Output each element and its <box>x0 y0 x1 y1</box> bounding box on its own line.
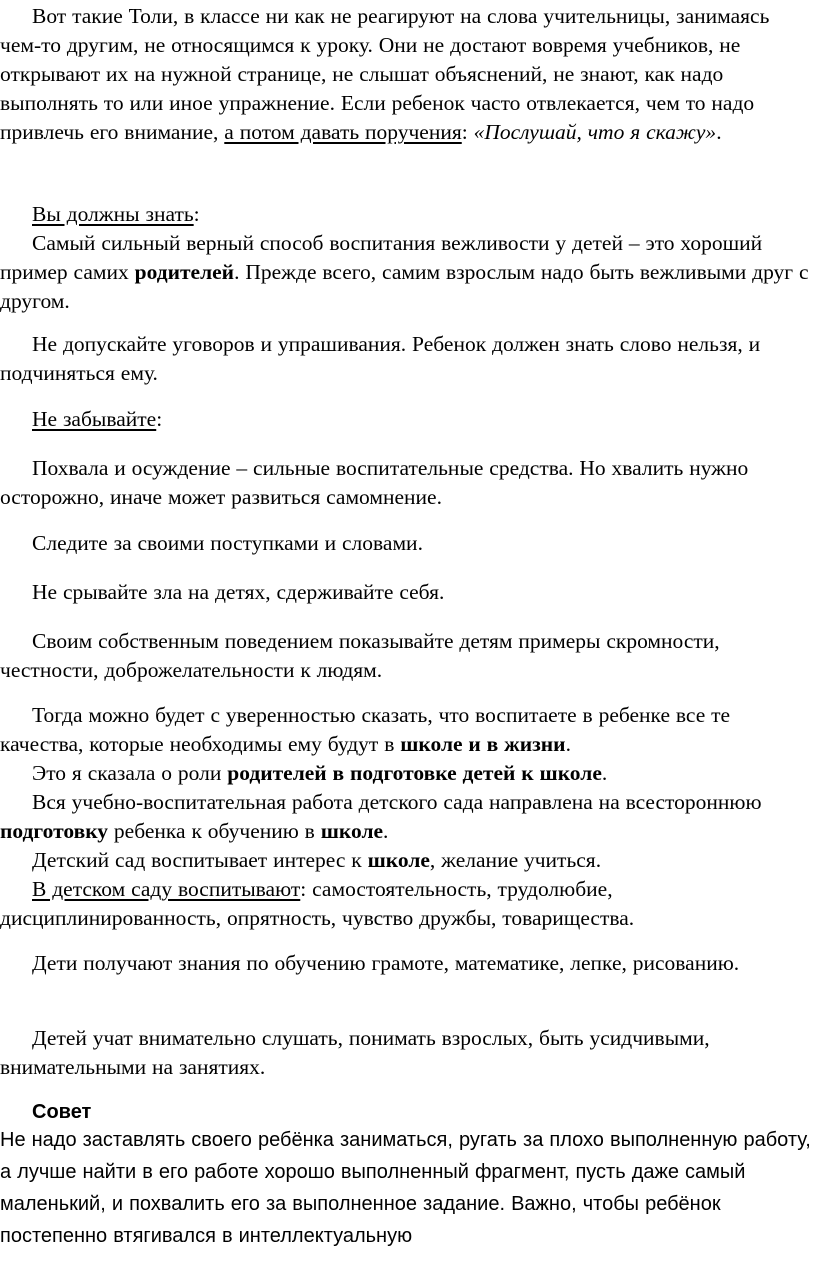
paragraph-text: Тогда можно будет с уверенностью сказать, что воспитаете в ребенке все те качества, которые необходимы ему будут в <box>0 703 731 756</box>
paragraph-role-of-parents <box>0 759 812 788</box>
paragraph-knowledge <box>0 949 812 978</box>
underlined-heading: Не забывайте <box>32 407 157 431</box>
colon: : <box>156 407 163 431</box>
paragraph-text: Похвала и осуждение – сильные воспитательные средства. Но хвалить нужно осторожно, иначе может развиться самомнение. <box>0 456 749 509</box>
paragraph-watch-actions <box>0 529 812 558</box>
paragraph-politeness <box>0 229 812 316</box>
paragraph-interest-in-school <box>0 846 812 875</box>
period: . <box>383 819 389 843</box>
paragraph-text: Вся учебно-воспитательная работа детского сада направлена на всестороннюю <box>32 790 762 814</box>
advice-heading: Совет <box>32 1101 92 1123</box>
paragraph-text-end: : самостоятельность, трудолюбие, дисциплинированность, опрятность, чувство дружбы, товарищества. <box>0 877 635 930</box>
paragraph-do-not-forget <box>0 405 812 434</box>
paragraph-praise <box>0 454 812 512</box>
colon: : <box>461 120 474 144</box>
advice-text: Не надо заставлять своего ребёнка заниматься, ругать за плохо выполненную работу, а лучше найти в его работе хорошо выполненный фрагмент, пусть даже самый маленький, и похвалить его за выполненное задание. Важно, чтобы ребёнок постепенно втягивался в интеллектуальную <box>0 1129 811 1247</box>
period: . <box>601 761 608 785</box>
bold-phrase: школе <box>320 819 384 843</box>
underlined-heading: Вы должны знать <box>32 202 194 226</box>
paragraph-text: Детский сад воспитывает интерес к <box>32 848 368 872</box>
paragraph-text: Своим собственным поведением показывайте детям примеры скромности, честности, доброжелательности к людям. <box>0 629 720 682</box>
paragraph-text: Следите за своими поступками и словами. <box>32 531 423 555</box>
bold-phrase: родителей <box>134 260 235 284</box>
paragraph-text-mid: ребенка к обучению в <box>108 819 321 843</box>
paragraph-no-anger <box>0 578 812 607</box>
period: . <box>565 732 571 756</box>
paragraph-own-behavior <box>0 627 812 685</box>
paragraph-listening <box>0 1024 812 1082</box>
paragraph-kindergarten-work <box>0 788 812 846</box>
period: . <box>716 120 722 144</box>
paragraph-text: Это я сказала о роли <box>32 761 228 785</box>
paragraph-you-should-know <box>0 200 812 229</box>
bold-phrase: родителей в подготовке детей к школе <box>227 761 602 785</box>
underlined-phrase: а потом давать поручения <box>224 120 462 144</box>
paragraph-text: Дети получают знания по обучению грамоте, математике, лепке, рисованию. <box>32 951 740 975</box>
paragraph-text: Вот такие Толи, в классе ни как не реагируют на слова учительницы, занимаясь чем-то другим, не относящимся к уроку. Они не достают вовремя учебников, не открывают их на нужной странице, не слышат объяснений, не знают, как надо выполнять то или иное упражнение. Если ребенок часто отвлекается, чем то надо привлечь его внимание, <box>0 4 770 144</box>
colon: : <box>193 202 200 226</box>
bold-phrase: школе <box>367 848 430 872</box>
paragraph-confidence <box>0 701 812 759</box>
paragraph-text-end: , желание учиться. <box>429 848 602 872</box>
italic-quote: «Послушай, что я скажу» <box>473 120 717 144</box>
paragraph-text-end: . Прежде всего, самим взрослым надо быть вежливыми друг с другом. <box>0 260 809 313</box>
paragraph-text: Самый сильный верный способ воспитания вежливости у детей – это хороший пример самих <box>0 231 763 284</box>
bold-phrase: школе и в жизни <box>400 732 566 756</box>
paragraph-text: Не срывайте зла на детях, сдерживайте себя. <box>32 580 445 604</box>
paragraph-text: Детей учат внимательно слушать, понимать взрослых, быть усидчивыми, внимательными на занятиях. <box>0 1026 710 1079</box>
paragraph-text: Не допускайте уговоров и упрашивания. Ребенок должен знать слово нельзя, и подчиняться ему. <box>0 332 761 385</box>
bold-phrase: подготовку <box>0 819 109 843</box>
underlined-phrase: В детском саду воспитывают <box>32 877 301 901</box>
paragraph-kindergarten-fosters <box>0 875 812 933</box>
paragraph-tolya <box>0 2 812 147</box>
paragraph-no-persuasion <box>0 330 812 388</box>
